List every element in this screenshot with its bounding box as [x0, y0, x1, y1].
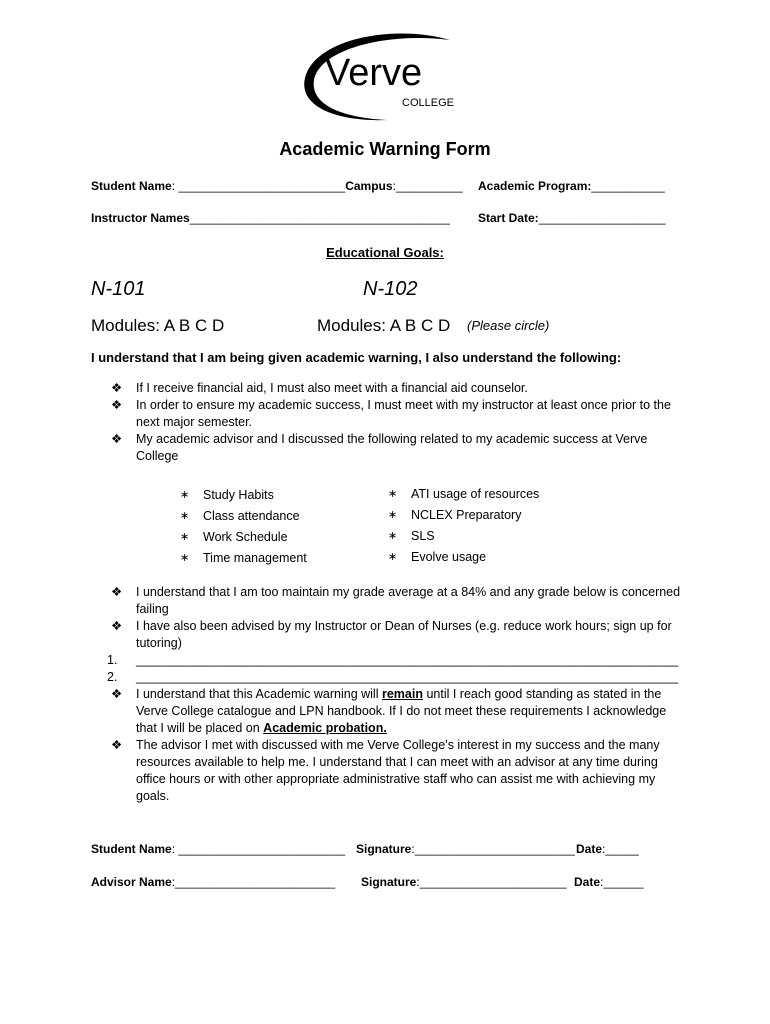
diamond-bullet-icon: ❖ — [111, 398, 123, 412]
star-bullet-icon: ∗ — [388, 551, 398, 563]
student-date-field[interactable]: Date:_____ — [576, 842, 639, 856]
course-n101: N-101 — [91, 278, 146, 300]
topics-left — [180, 485, 307, 569]
advisor-name-field[interactable]: Advisor Name:________________________ — [91, 875, 336, 889]
diamond-bullet-icon: ❖ — [111, 738, 123, 752]
diamond-bullet-icon: ❖ — [111, 381, 123, 395]
list-item: ❖ I have also been advised by my Instructor or Dean of Nurses (e.g. reduce work hours; sign up for tutoring) — [111, 619, 672, 650]
student-signature-field[interactable]: Signature:________________________ — [356, 842, 575, 856]
list-item: ∗ Class attendance — [180, 506, 307, 527]
star-bullet-icon: ∗ — [388, 488, 398, 500]
modules-n101[interactable]: Modules: A B C D — [91, 316, 225, 335]
educational-goals-heading: Educational Goals: — [326, 245, 444, 260]
diamond-bullet-icon: ❖ — [111, 432, 123, 446]
star-bullet-icon: ∗ — [180, 552, 190, 564]
course-n102: N-102 — [363, 278, 418, 300]
list-item: ∗ SLS — [388, 526, 539, 547]
star-bullet-icon: ∗ — [180, 510, 190, 522]
list-item: ❖ In order to ensure my academic success, I must meet with my instructor at least once prior to the next major semester. — [111, 398, 671, 429]
star-bullet-icon: ∗ — [180, 489, 190, 501]
diamond-bullet-icon: ❖ — [111, 687, 123, 701]
academic-program-field[interactable]: Academic Program:___________ — [478, 179, 665, 193]
please-circle-note: (Please circle) — [467, 318, 550, 333]
advisor-signature-field[interactable]: Signature:______________________ — [361, 875, 567, 889]
start-date-field[interactable]: Start Date:___________________ — [478, 211, 666, 225]
remain-emphasis: remain — [381, 687, 423, 701]
student-name-field[interactable]: Student Name: _________________________Campus:__________ — [91, 179, 463, 193]
list-item: ∗ Evolve usage — [388, 547, 539, 568]
list-item: ❖ If I receive financial aid, I must also meet with a financial aid counselor. — [111, 381, 528, 395]
list-item: ∗ Study Habits — [180, 485, 307, 506]
star-bullet-icon: ∗ — [388, 509, 398, 521]
list-item: ∗ NCLEX Preparatory — [388, 505, 539, 526]
advisor-date-field[interactable]: Date:______ — [574, 875, 644, 889]
list-item: ∗ Work Schedule — [180, 527, 307, 548]
topics-right — [388, 484, 539, 568]
list-item: ❖ I understand that I am too maintain my grade average at a 84% and any grade below is concerned failing — [111, 585, 681, 616]
numbered-line-1[interactable]: 1. ______________________________________________________________________________ — [107, 653, 679, 667]
instructor-names-field[interactable]: Instructor Names_______________________________________ — [91, 211, 450, 225]
form-title: Academic Warning Form — [279, 139, 491, 159]
verve-college-logo — [300, 30, 466, 122]
academic-probation-emphasis: Academic probation. — [263, 721, 387, 735]
bullet-list-top — [111, 380, 681, 465]
list-item: ❖ My academic advisor and I discussed the following related to my academic success at Verve College — [111, 432, 648, 463]
acknowledgement-statement: I understand that I am being given academic warning, I also understand the following: — [91, 350, 622, 365]
footer-student-name-field[interactable]: Student Name: _________________________ — [91, 842, 346, 856]
diamond-bullet-icon: ❖ — [111, 585, 123, 599]
list-item: ∗ Time management — [180, 548, 307, 569]
star-bullet-icon: ∗ — [388, 530, 398, 542]
bullet-list-bottom — [107, 584, 681, 805]
svg-text:COLLEGE: COLLEGE — [402, 97, 454, 109]
list-item: ❖ I understand that this Academic warning will remain until I reach good standing as stated in the Verve College catalogue and LPN handbook. If I do not meet these requirements I acknowledge that I will be placed on Academic probation. — [111, 687, 667, 735]
diamond-bullet-icon: ❖ — [111, 619, 123, 633]
modules-n102[interactable]: Modules: A B C D — [317, 316, 451, 335]
star-bullet-icon: ∗ — [180, 531, 190, 543]
list-item: ∗ ATI usage of resources — [388, 484, 539, 505]
numbered-line-2[interactable]: 2. ______________________________________________________________________________ — [107, 670, 679, 684]
list-item: ❖ The advisor I met with discussed with me Verve College’s interest in my success and the many resources available to help me. I understand that I can meet with an advisor at any time during office hours or with other appropriate administrative staff who can assist me with achieving my goals. — [111, 738, 660, 803]
svg-text:Verve: Verve — [325, 52, 423, 94]
